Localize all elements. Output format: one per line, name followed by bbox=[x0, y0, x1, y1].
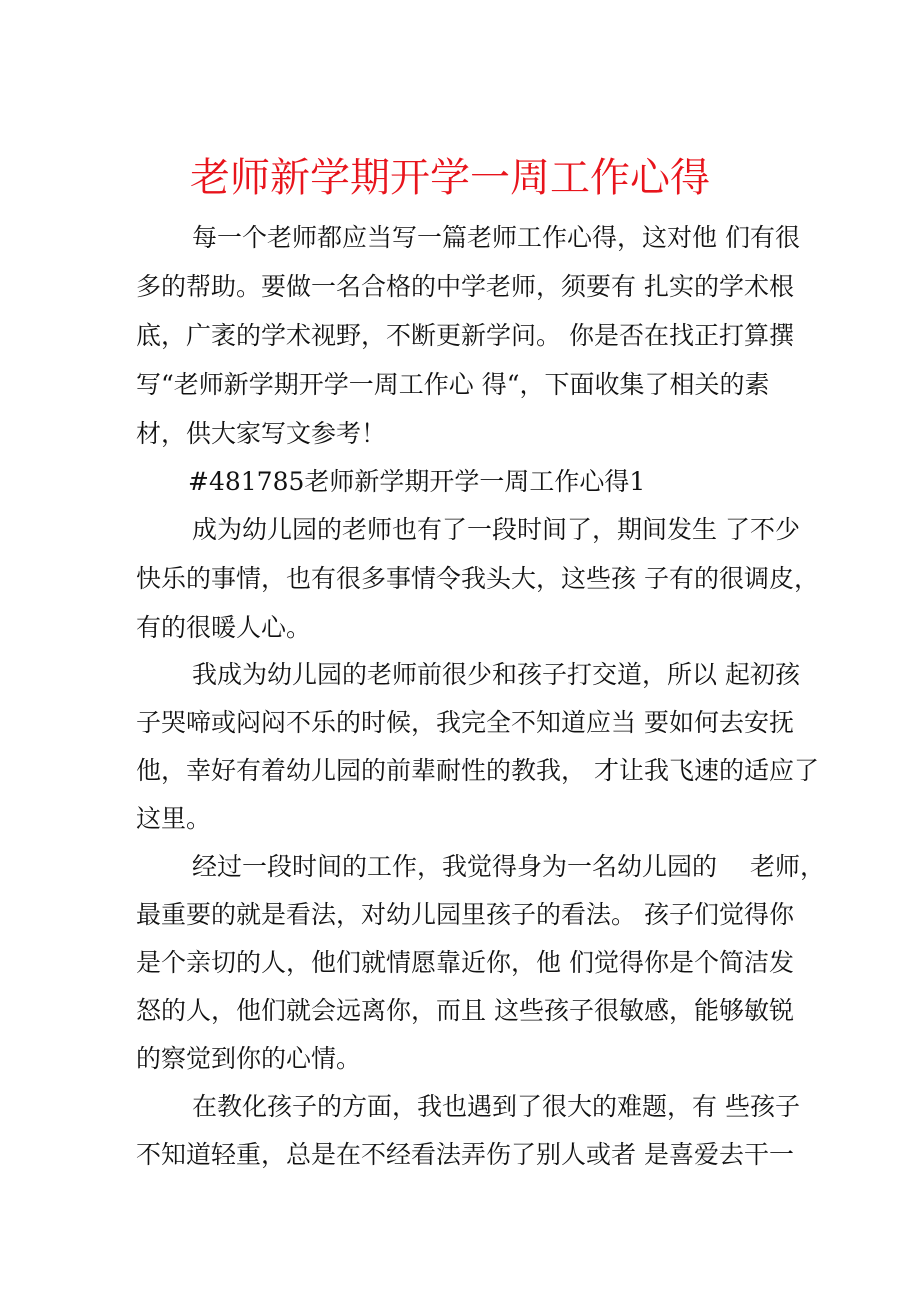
paragraph-line: 他，幸好有着幼儿园的前辈耐性的教我， 才让我飞速的适应了 bbox=[136, 756, 819, 785]
intro-line: 每一个老师都应当写一篇老师工作心得，这对他 们有很 bbox=[192, 223, 800, 252]
paragraph-line: 有的很暖人心。 bbox=[136, 613, 312, 642]
paragraph-line: 的察觉到你的心情。 bbox=[136, 1044, 362, 1073]
paragraph-line: 不知道轻重，总是在不经看法弄伤了别人或者 是喜爱去干一 bbox=[136, 1140, 794, 1169]
paragraph-line: 这里。 bbox=[136, 804, 212, 833]
paragraph-line: 子哭啼或闷闷不乐的时候，我完全不知道应当 要如何去安抚 bbox=[136, 708, 794, 737]
paragraph-line: 我成为幼儿园的老师前很少和孩子打交道，所以 起初孩 bbox=[192, 660, 800, 689]
intro-line: 写“老师新学期开学一周工作心 得“，下面收集了相关的素 bbox=[136, 370, 770, 399]
intro-line: 材，供大家写文参考！ bbox=[136, 419, 387, 448]
intro-line: 多的帮助。要做一名合格的中学老师，须要有 扎实的学术根 bbox=[136, 272, 794, 301]
paragraph-line: 最重要的就是看法，对幼儿园里孩子的看法。 孩子们觉得你 bbox=[136, 900, 794, 929]
section-heading: #481785老师新学期开学一周工作心得1 bbox=[188, 467, 646, 496]
page-title: 老师新学期开学一周工作心得 bbox=[190, 155, 710, 201]
paragraph-line: 在教化孩子的方面，我也遇到了很大的难题，有 些孩子 bbox=[192, 1092, 800, 1121]
paragraph-line: 是个亲切的人，他们就情愿靠近你，他 们觉得你是个简洁发 bbox=[136, 948, 794, 977]
paragraph-line: 快乐的事情，也有很多事情令我头大，这些孩 子有的很调皮， bbox=[136, 564, 819, 593]
paragraph-line: 成为幼儿园的老师也有了一段时间了，期间发生 了不少 bbox=[192, 515, 800, 544]
paragraph-line: 经过一段时间的工作，我觉得身为一名幼儿园的 老师， bbox=[192, 852, 825, 881]
intro-line: 底，广袤的学术视野，不断更新学问。 你是否在找正打算撰 bbox=[136, 321, 794, 350]
paragraph-line: 怒的人，他们就会远离你，而且 这些孩子很敏感，能够敏锐 bbox=[136, 996, 794, 1025]
